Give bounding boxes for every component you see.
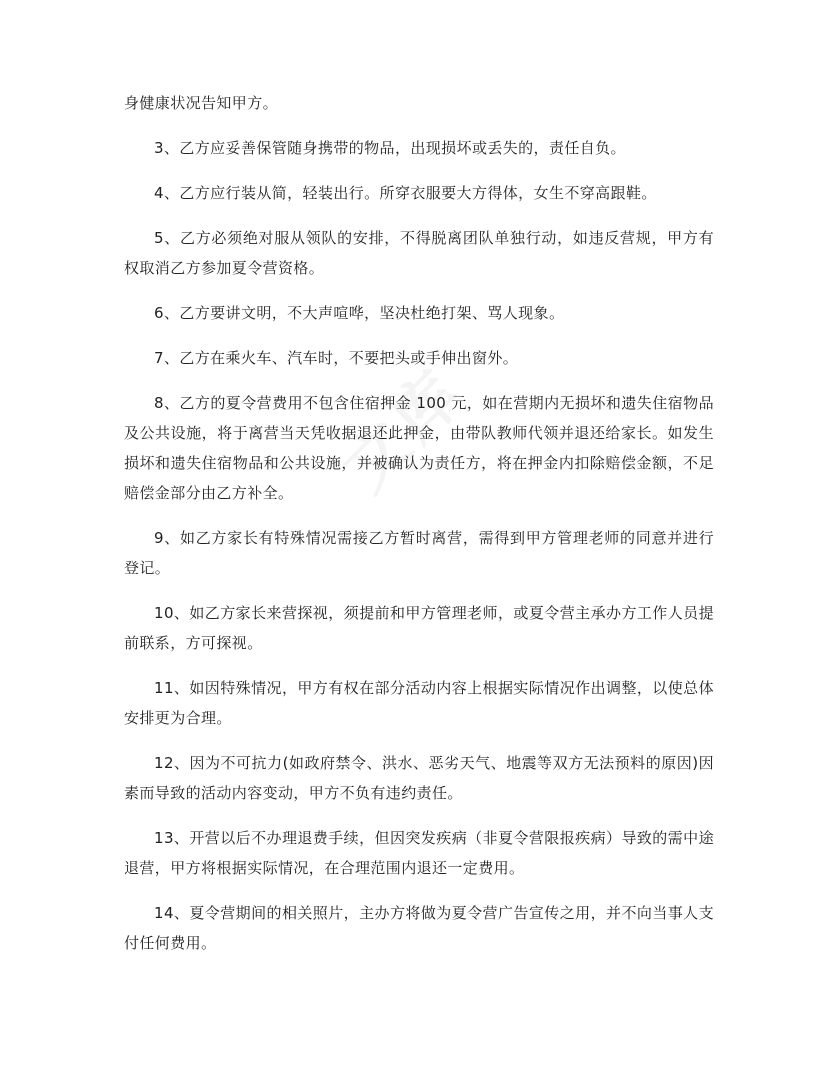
document-body — [124, 88, 714, 973]
clause-4: 4、乙方应行装从简，轻装出行。所穿衣服要大方得体，女生不穿高跟鞋。 — [154, 184, 657, 202]
clause-5: 5、乙方必须绝对服从领队的安排，不得脱离团队单独行动，如违反营规，甲方有权取消乙方参加夏令营资格。 — [124, 229, 714, 277]
clause-9: 9、如乙方家长有特殊情况需接乙方暂时离营，需得到甲方管理老师的同意并进行登记。 — [124, 529, 714, 577]
clause-10: 10、如乙方家长来营探视，须提前和甲方管理老师，或夏令营主承办方工作人员提前联系，方可探视。 — [124, 604, 714, 652]
clause-11: 11、如因特殊情况，甲方有权在部分活动内容上根据实际情况作出调整，以使总体安排更为合理。 — [124, 679, 714, 727]
clause-7: 7、乙方在乘火车、汽车时，不要把头或手伸出窗外。 — [154, 349, 519, 367]
clause-12: 12、因为不可抗力(如政府禁令、洪水、恶劣天气、地震等双方无法预料的原因)因素而导致的活动内容变动，甲方不负有违约责任。 — [124, 754, 714, 802]
clause-6: 6、乙方要讲文明，不大声喧哗，坚决杜绝打架、骂人现象。 — [154, 304, 565, 322]
clause-8: 8、乙方的夏令营费用不包含住宿押金 100 元，如在营期内无损坏和遗失住宿物品及公共设施，将于离营当天凭收据退还此押金，由带队教师代领并退还给家长。如发生损坏和遗失住宿物品和公共设施，并被确认为责任方，将在押金内扣除赔偿金额，不足赔偿金部分由乙方补全。 — [124, 394, 714, 502]
clause-13: 13、开营以后不办理退费手续，但因突发疾病（非夏令营限报疾病）导致的需中途退营，甲方将根据实际情况，在合理范围内退还一定费用。 — [124, 829, 714, 877]
paragraph-continuation: 身健康状况告知甲方。 — [124, 94, 279, 112]
clause-3: 3、乙方应妥善保管随身携带的物品，出现损坏或丢失的，责任自负。 — [154, 139, 626, 157]
clause-14: 14、夏令营期间的相关照片，主办方将做为夏令营广告宣传之用，并不向当事人支付任何费用。 — [124, 904, 714, 952]
